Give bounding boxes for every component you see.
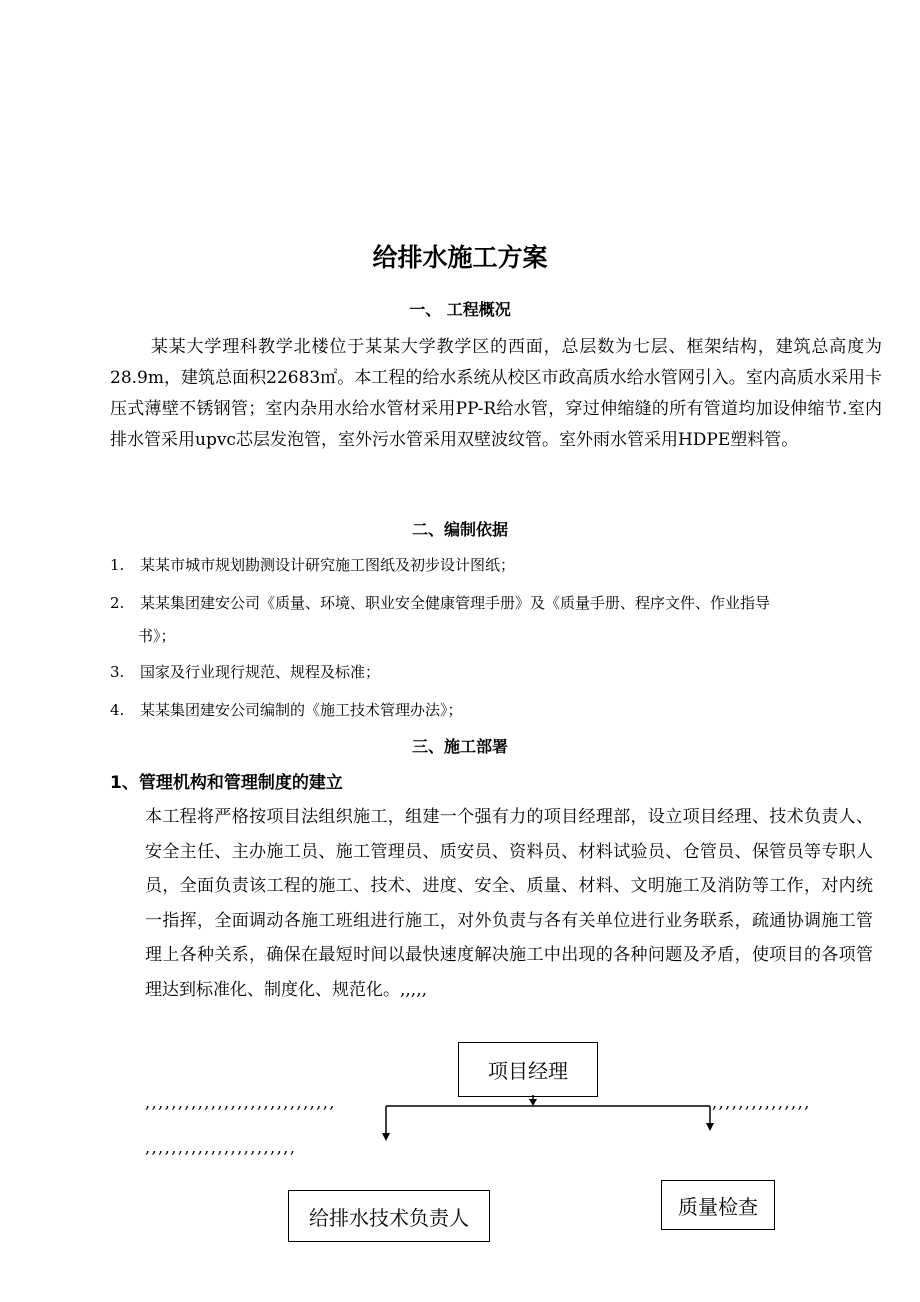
org-box-quality-check: 质量检查 bbox=[661, 1180, 775, 1230]
item-text: 某某集团建安公司编制的《施工技术管理办法》； bbox=[140, 701, 463, 719]
section-heading-overview: 一、 工程概况 bbox=[409, 300, 511, 319]
document-title: 给排水施工方案 bbox=[372, 243, 548, 272]
org-comma-row-2: ,,,,,,,,,,,,,,,,,,,,,,, bbox=[145, 1138, 297, 1157]
item-text: 某某市城市规划勘测设计研究施工图纸及初步设计图纸； bbox=[140, 556, 516, 574]
org-comma-row-1-right: ,,,,,,,,,,,,,,, bbox=[712, 1093, 811, 1112]
org-box-project-manager: 项目经理 bbox=[458, 1042, 598, 1097]
arrow-down-left bbox=[382, 1133, 390, 1141]
section-heading-basis: 二、编制依据 bbox=[411, 520, 508, 539]
item-number: 1. bbox=[110, 556, 125, 574]
item-text-continued: 书》； bbox=[138, 627, 176, 645]
item-number: 4. bbox=[110, 701, 125, 719]
subheading-management: 1、管理机构和管理制度的建立 bbox=[110, 773, 343, 793]
deployment-paragraph: 本工程将严格按项目法组织施工，组建一个强有力的项目经理部，设立项目经理、技术负责人、安全主任、主办施工员、施工管理员、质安员、资料员、材料试验员、仓管员、保管员等专职人员，全面负责该工程的施工、技术、进度、安全、质量、材料、文明施工及消防等工作，对内统一指挥，全面调动各施工班组进行施工，对外负责与各有关单位进行业务联系，疏通协调施工管理上各种关系，确保在最短时间以最快速度解决施工中出现的各种问题及矛盾，使项目的各项管理达到标准化、制度化、规范化。,,,,, bbox=[145, 807, 873, 1000]
org-box-technical-lead: 给排水技术负责人 bbox=[288, 1190, 490, 1242]
arrow-down-right bbox=[706, 1123, 714, 1131]
section-heading-deployment: 三、施工部署 bbox=[411, 737, 508, 756]
org-comma-row-1-left: ,,,,,,,,,,,,,,,,,,,,,,,,,,,,, bbox=[145, 1093, 336, 1112]
item-number: 2. bbox=[110, 594, 125, 612]
item-number: 3. bbox=[110, 663, 125, 681]
item-text: 国家及行业现行规范、规程及标准； bbox=[140, 663, 381, 681]
overview-text: 某某大学理科教学北楼位于某某大学教学区的西面，总层数为七层、框架结构，建筑总高度为28.9m，建筑总面积22683㎡。本工程的给水系统从校区市政高质水给水管网引入。室内高质水采用卡压式薄壁不锈钢管；室内杂用水给水管材采用PP-R给水管，穿过伸缩缝的所有管道均加设伸缩节.室内排水管采用upvc芯层发泡管，室外污水管采用双壁波纹管。室外雨水管采用HDPE塑料管。 bbox=[110, 337, 882, 450]
arrow-down-top bbox=[529, 1099, 537, 1106]
item-text: 某某集团建安公司《质量、环境、职业安全健康管理手册》及《质量手册、程序文件、作业指导 bbox=[140, 594, 771, 612]
